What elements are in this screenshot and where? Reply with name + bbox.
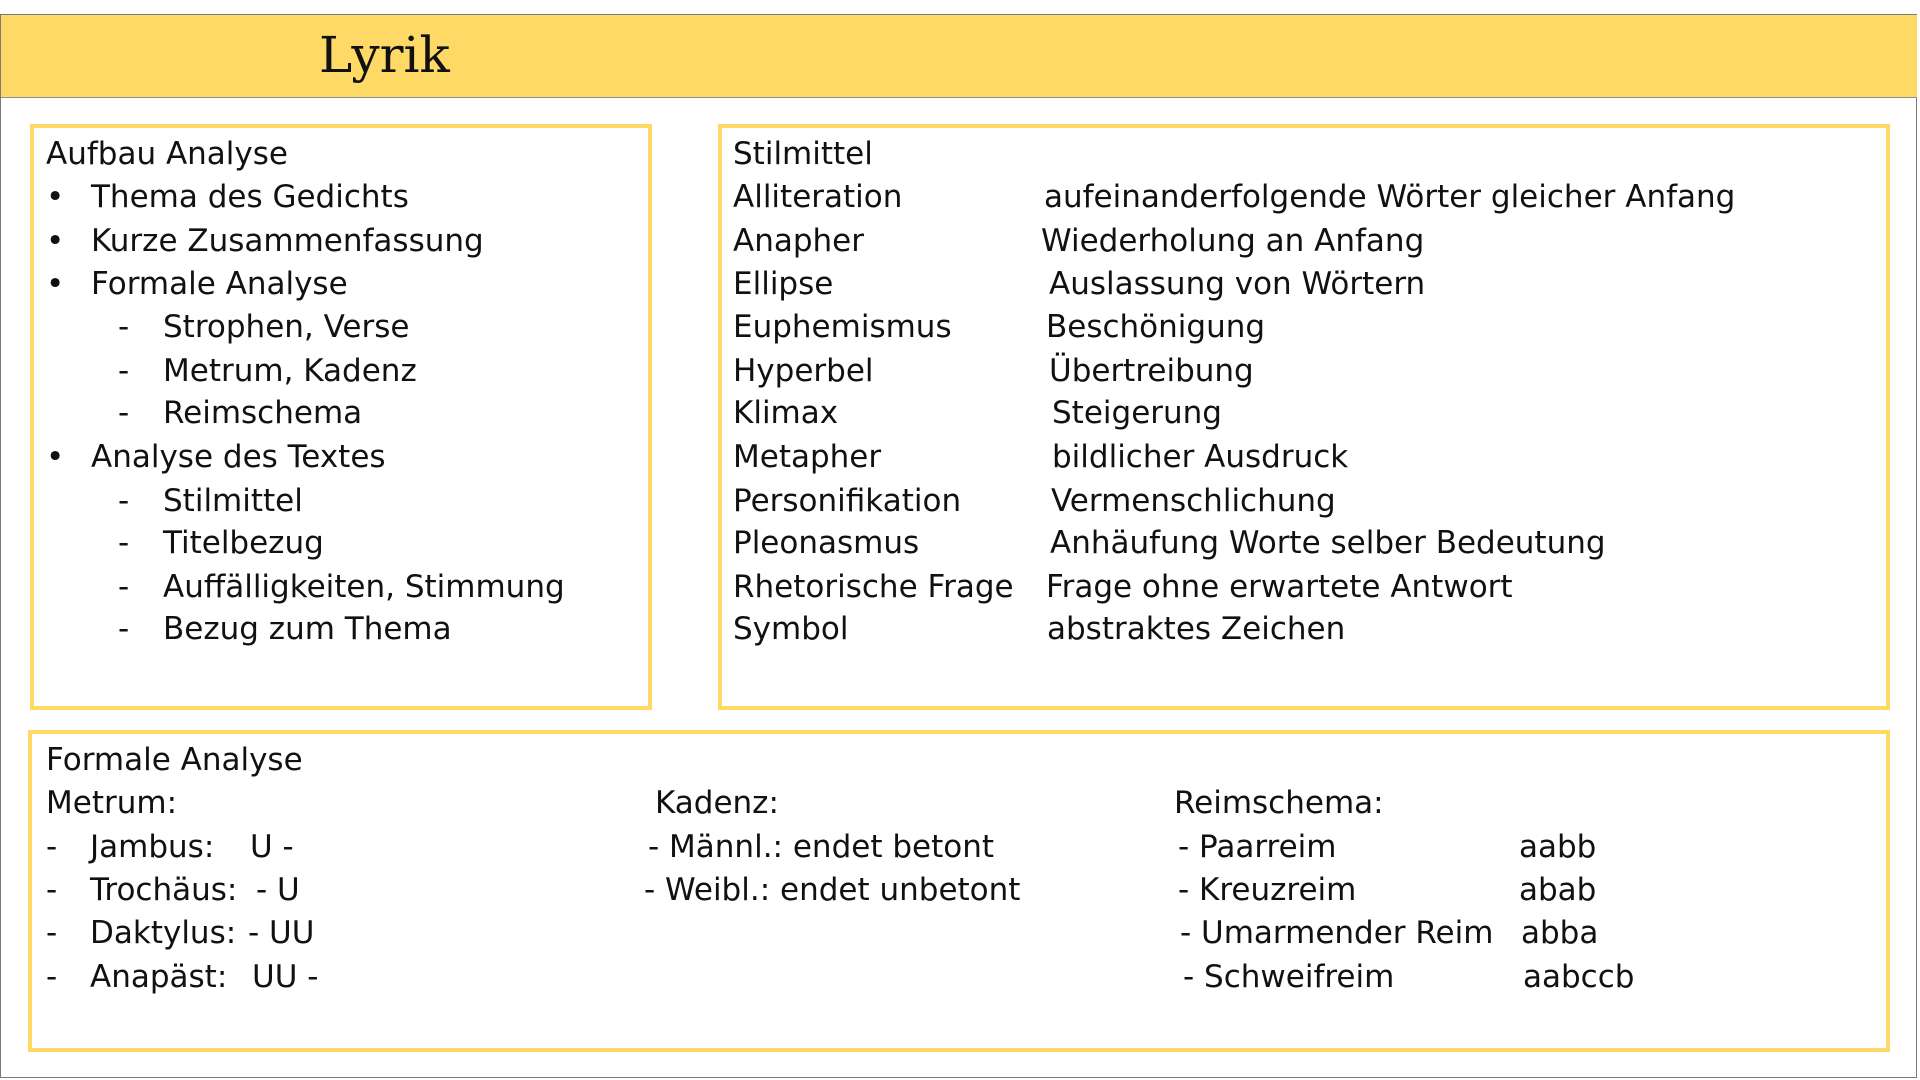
kadenz-label: Kadenz: [655, 785, 779, 821]
stilmittel-definition: Auslassung von Wörtern [1049, 266, 1426, 302]
aufbau-item-label: Analyse des Textes [91, 439, 386, 475]
metrum-name: Jambus: [90, 829, 215, 865]
kadenz-row: - Männl.: endet betont [648, 829, 994, 865]
reimschema-name: - Schweifreim [1183, 959, 1395, 995]
reimschema-pattern: abab [1519, 872, 1597, 908]
stilmittel-definition: abstraktes Zeichen [1047, 611, 1346, 647]
aufbau-subitem-label: Reimschema [163, 395, 363, 431]
stilmittel-definition: Beschönigung [1046, 309, 1266, 345]
stilmittel-term: Alliteration [733, 179, 903, 215]
dash-icon: - [46, 915, 58, 951]
dash-icon: - [118, 569, 130, 605]
metrum-label: Metrum: [46, 785, 178, 821]
metrum-pattern: U - [250, 829, 294, 865]
aufbau-subitem-label: Auffälligkeiten, Stimmung [163, 569, 565, 605]
aufbau-item-label: Formale Analyse [91, 266, 348, 302]
metrum-pattern: UU - [252, 959, 319, 995]
stilmittel-definition: Vermenschlichung [1051, 483, 1336, 519]
aufbau-subitem-label: Metrum, Kadenz [163, 353, 417, 389]
stilmittel-term: Metapher [733, 439, 882, 475]
reimschema-pattern: abba [1521, 915, 1599, 951]
aufbau-subitem-label: Titelbezug [163, 525, 324, 561]
dash-icon: - [46, 829, 58, 865]
stilmittel-term: Personifikation [733, 483, 962, 519]
reimschema-name: - Kreuzreim [1178, 872, 1357, 908]
aufbau-subitem-label: Bezug zum Thema [163, 611, 452, 647]
page-title: Lyrik [319, 26, 450, 84]
stilmittel-term: Anapher [733, 223, 864, 259]
reimschema-name: - Umarmender Reim [1180, 915, 1494, 951]
dash-icon: - [118, 353, 130, 389]
aufbau-subitem-label: Stilmittel [163, 483, 303, 519]
dash-icon: - [118, 395, 130, 431]
kadenz-row: - Weibl.: endet unbetont [644, 872, 1021, 908]
metrum-pattern: - U [256, 872, 300, 908]
stilmittel-definition: Frage ohne erwartete Antwort [1046, 569, 1513, 605]
bullet-icon: • [46, 223, 65, 259]
stilmittel-definition: Anhäufung Worte selber Bedeutung [1050, 525, 1606, 561]
bullet-icon: • [46, 439, 65, 475]
stilmittel-term: Klimax [733, 395, 839, 431]
aufbau-item-label: Kurze Zusammenfassung [91, 223, 484, 259]
dash-icon: - [118, 309, 130, 345]
stilmittel-definition: Wiederholung an Anfang [1041, 223, 1425, 259]
metrum-name: Trochäus: [90, 872, 238, 908]
stilmittel-term: Hyperbel [733, 353, 874, 389]
bullet-icon: • [46, 266, 65, 302]
metrum-name: Daktylus: [90, 915, 237, 951]
aufbau-item-label: Thema des Gedichts [91, 179, 409, 215]
dash-icon: - [118, 525, 130, 561]
aufbau-heading: Aufbau Analyse [46, 136, 288, 172]
dash-icon: - [46, 959, 58, 995]
formale-heading: Formale Analyse [46, 742, 303, 778]
dash-icon: - [118, 483, 130, 519]
reimschema-label: Reimschema: [1174, 785, 1384, 821]
stilmittel-term: Symbol [733, 611, 849, 647]
metrum-pattern: - UU [248, 915, 315, 951]
dash-icon: - [118, 611, 130, 647]
stilmittel-term: Pleonasmus [733, 525, 920, 561]
stilmittel-term: Ellipse [733, 266, 834, 302]
bullet-icon: • [46, 179, 65, 215]
stilmittel-heading: Stilmittel [733, 136, 873, 172]
dash-icon: - [46, 872, 58, 908]
reimschema-pattern: aabb [1519, 829, 1597, 865]
stilmittel-definition: Steigerung [1052, 395, 1222, 431]
stilmittel-definition: bildlicher Ausdruck [1052, 439, 1349, 475]
stilmittel-term: Euphemismus [733, 309, 952, 345]
stilmittel-definition: aufeinanderfolgende Wörter gleicher Anfang [1044, 179, 1736, 215]
stilmittel-definition: Übertreibung [1049, 353, 1254, 389]
title-bar [1, 15, 1917, 98]
reimschema-pattern: aabccb [1523, 959, 1635, 995]
stilmittel-term: Rhetorische Frage [733, 569, 1014, 605]
metrum-name: Anapäst: [90, 959, 228, 995]
aufbau-subitem-label: Strophen, Verse [163, 309, 410, 345]
reimschema-name: - Paarreim [1178, 829, 1337, 865]
